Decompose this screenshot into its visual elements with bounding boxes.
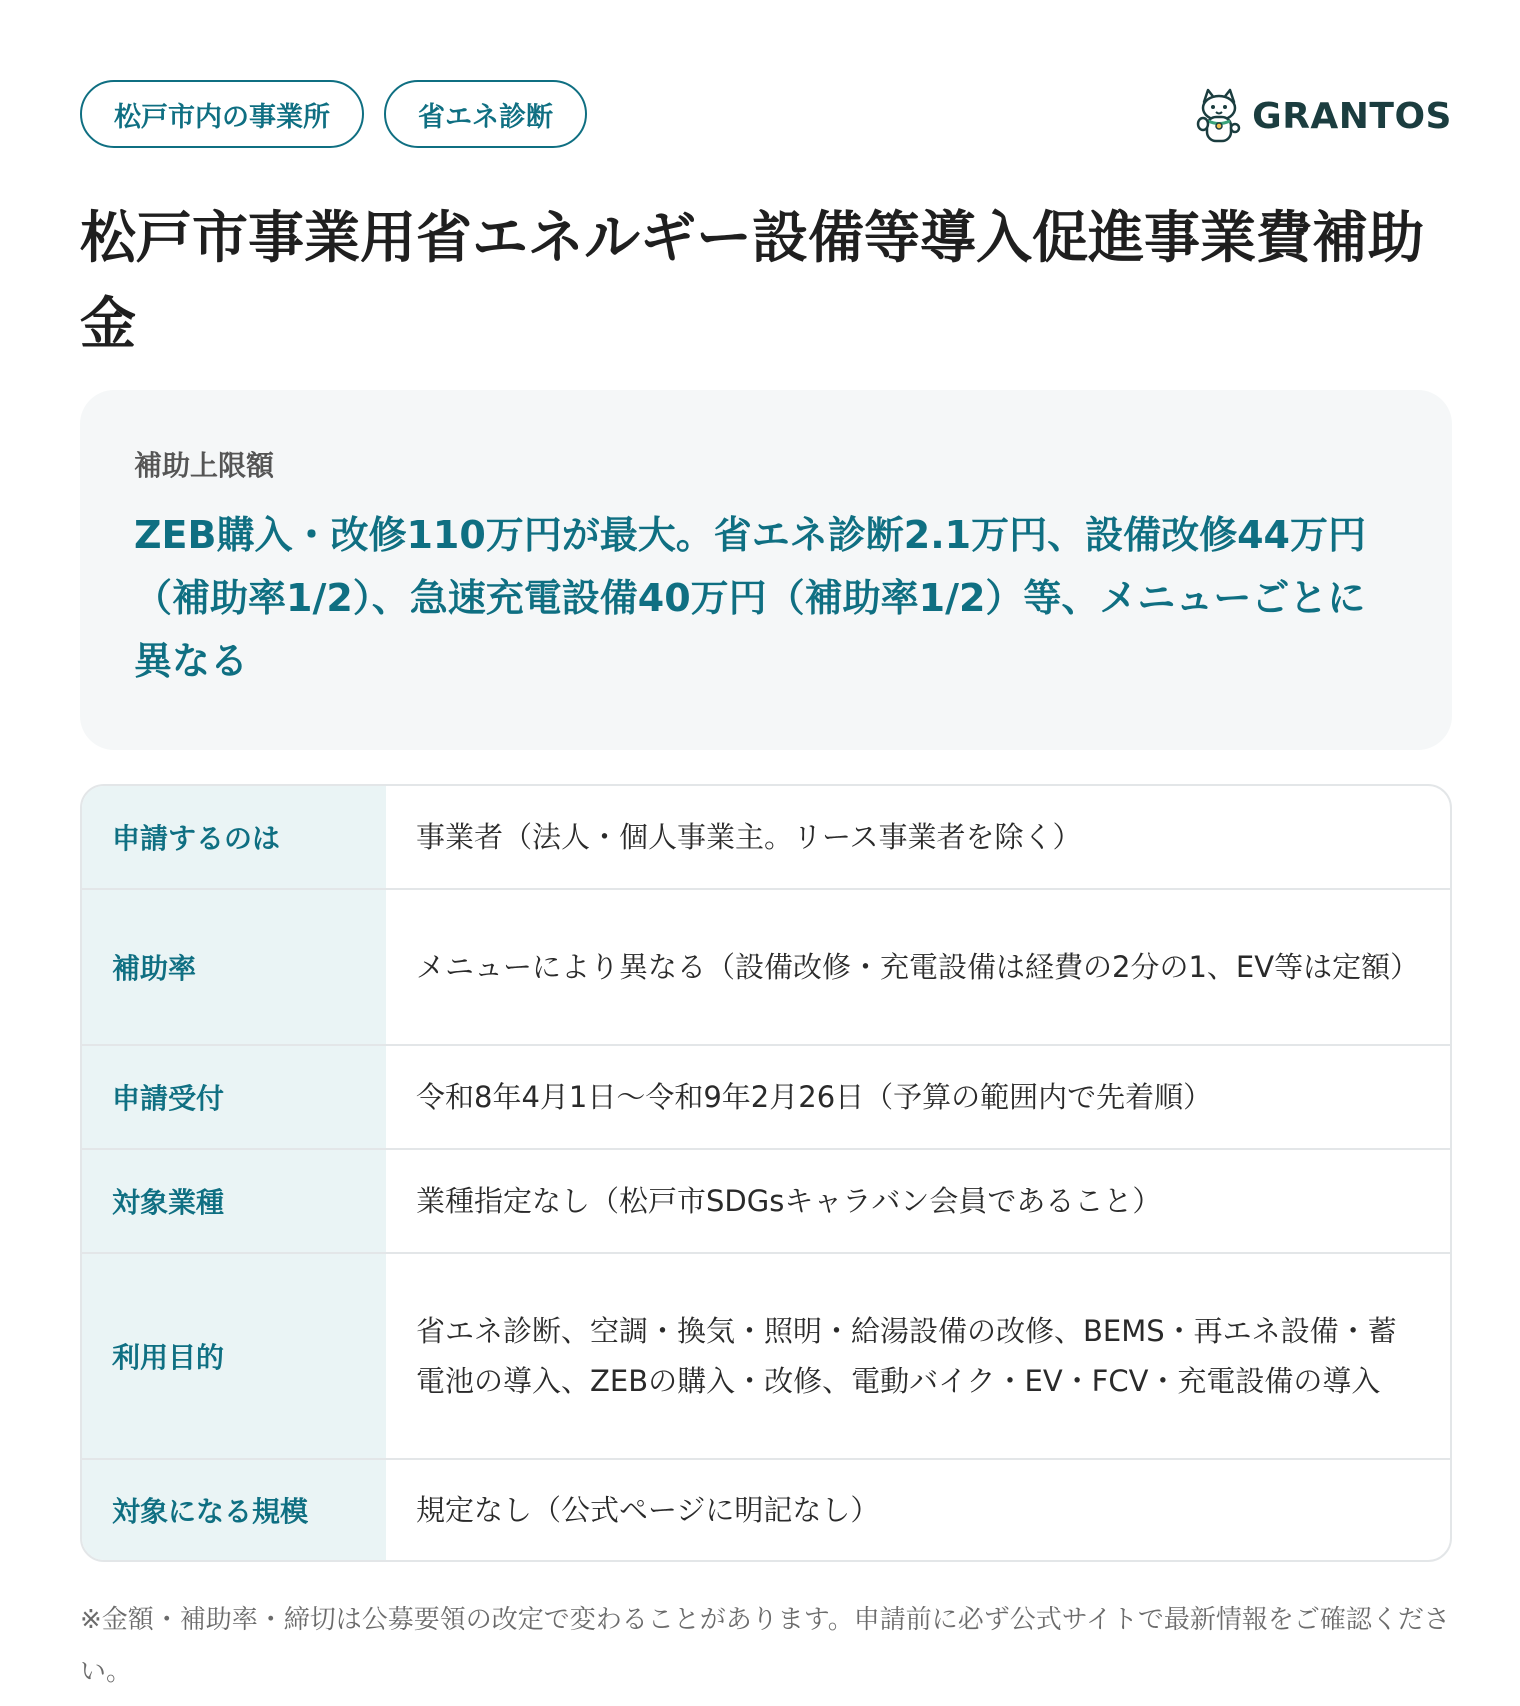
row-value: 省エネ診断、空調・換気・照明・給湯設備の改修、BEMS・再エネ設備・蓄電池の導入、ZEBの購入・改修、電動バイク・EV・FCV・充電設備の導入 <box>416 1314 1397 1398</box>
header <box>80 80 1452 152</box>
tag-category[interactable]: 省エネ診断 <box>384 80 587 148</box>
logo[interactable] <box>1194 86 1452 146</box>
info-table <box>80 784 1452 1562</box>
row-key: 申請受付 <box>82 1046 386 1148</box>
table-row <box>82 1150 1450 1254</box>
summary-label: 補助上限額 <box>134 449 275 482</box>
row-value: 業種指定なし（松戸市SDGsキャラバン会員であること） <box>416 1184 1162 1218</box>
disclaimer-note: ※金額・補助率・締切は公募要領の改定で変わることがあります。申請前に必ず公式サイトで最新情報をご確認ください。 <box>80 1605 1450 1687</box>
row-value: メニューにより異なる（設備改修・充電設備は経費の2分の1、EV等は定額） <box>416 950 1420 984</box>
row-value: 規定なし（公式ページに明記なし） <box>416 1493 880 1527</box>
row-value: 令和8年4月1日〜令和9年2月26日（予算の範囲内で先着順） <box>416 1080 1213 1114</box>
lucky-cat-icon <box>1194 86 1244 146</box>
row-key: 申請するのは <box>82 786 386 888</box>
row-value: 事業者（法人・個人事業主。リース事業者を除く） <box>416 820 1082 854</box>
table-row <box>82 1046 1450 1150</box>
summary-card <box>80 390 1452 750</box>
row-key: 補助率 <box>82 890 386 1044</box>
table-row <box>82 1254 1450 1460</box>
page-title: 松戸市事業用省エネルギー設備等導入促進事業費補助金 <box>80 206 1424 357</box>
logo-text: GRANTOS <box>1252 95 1452 137</box>
row-key: 対象業種 <box>82 1150 386 1252</box>
tag-region[interactable]: 松戸市内の事業所 <box>80 80 364 148</box>
row-key: 対象になる規模 <box>82 1460 386 1560</box>
summary-value: ZEB購入・改修110万円が最大。省エネ診断2.1万円、設備改修44万円（補助率1/2）、急速充電設備40万円（補助率1/2）等、メニューごとに異なる <box>134 513 1366 683</box>
table-row <box>82 1460 1450 1560</box>
row-key: 利用目的 <box>82 1254 386 1458</box>
table-row <box>82 890 1450 1046</box>
table-row <box>82 786 1450 890</box>
